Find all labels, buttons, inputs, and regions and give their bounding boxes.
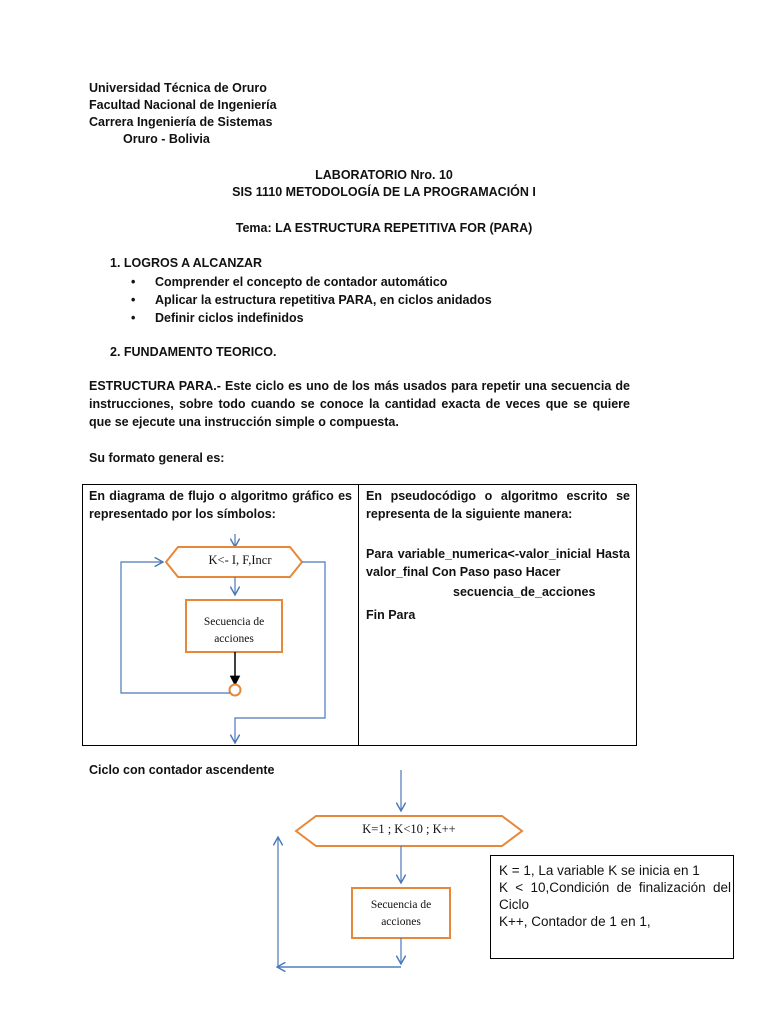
definition-term: ESTRUCTURA PARA.- [89,379,221,393]
flow-hex-label: K<- I, F,Incr [208,553,272,567]
section-2-heading: 2. FUNDAMENTO TEORICO. [110,345,277,359]
bullet-icon: • [131,293,136,307]
format-label: Su formato general es: [89,451,225,465]
bullet-icon: • [131,275,136,289]
topic-title: Tema: LA ESTRUCTURA REPETITIVA FOR (PARA) [235,221,533,235]
university-name: Universidad Técnica de Oruro [89,81,267,95]
goal-item: • Definir ciclos indefinidos [131,311,304,325]
flowchart-description: En diagrama de flujo o algoritmo gráfico es representado por los símbolos: [89,489,352,521]
ascending-label: Ciclo con contador ascendente [89,763,275,777]
note-line-2: K < 10,Condición de finalización del Ciclo [499,880,731,912]
course-name: SIS 1110 METODOLOGÍA DE LA PROGRAMACIÓN I [232,185,536,199]
goal-item: • Comprender el concepto de contador automático [131,275,448,289]
note-line-3: K++, Contador de 1 en 1, [499,914,651,929]
career-name: Carrera Ingeniería de Sistemas [89,115,273,129]
faculty-name: Facultad Nacional de Ingeniería [89,98,277,112]
location: Oruro - Bolivia [123,132,210,146]
header-block [89,80,277,148]
ascending-hex-label: K=1 ; K<10 ; K++ [362,822,456,836]
bullet-icon: • [131,311,136,325]
explanation-note [490,855,734,959]
lab-number: LABORATORIO Nro. 10 [315,168,453,182]
pseudocode-line-2: secuencia_de_acciones [453,585,596,599]
flow-box-label: Secuencia de acciones [203,616,265,645]
goals-list [131,273,492,327]
connector-node [230,685,241,696]
section-1-heading: 1. LOGROS A ALCANZAR [110,256,263,270]
pseudocode-line-1: Para variable_numerica<-valor_inicial Hasta valor_final Con Paso paso Hacer [366,547,630,579]
goal-item: • Aplicar la estructura repetitiva PARA, en ciclos anidados [131,293,492,307]
definition-text: Este ciclo es uno de los más usados para repetir una secuencia de instrucciones, sobre todo cuando se conoce la cantidad exacta de veces que se quiere que se ejecute una instrucción simple o compuesta. [89,379,630,429]
pseudocode-description: En pseudocódigo o algoritmo escrito se representa de la siguiente manera: [366,489,630,521]
definition-paragraph [89,377,630,431]
pseudocode-line-3: Fin Para [366,608,416,622]
note-line-1: K = 1, La variable K se inicia en 1 [499,863,700,878]
ascending-box-label: Secuencia de acciones [370,899,432,928]
lab-title [89,167,679,201]
